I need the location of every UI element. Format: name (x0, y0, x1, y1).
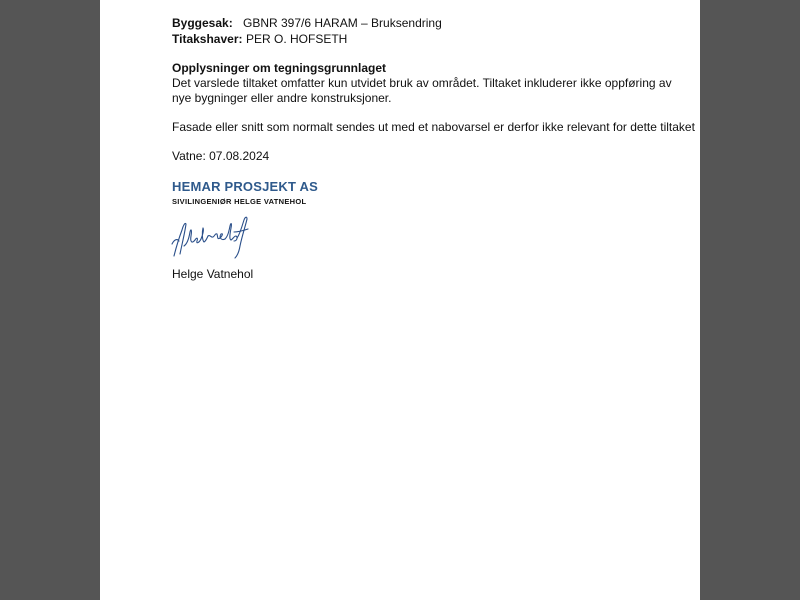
section-heading: Opplysninger om tegningsgrunnlaget (172, 61, 387, 75)
company-name: HEMAR PROSJEKT AS (172, 179, 318, 194)
applicant-value: PER O. HOFSETH (246, 32, 348, 46)
applicant-label: Titakshaver: (172, 32, 243, 46)
document-page (100, 0, 700, 600)
case-label: Byggesak: (172, 16, 233, 30)
signature-image (170, 210, 254, 262)
signatory-name: Helge Vatnehol (172, 267, 254, 281)
paragraph-2: Fasade eller snitt som normalt sendes ut med et nabovarsel er derfor ikke relevant for dette tiltaket (172, 120, 695, 134)
case-value: GBNR 397/6 HARAM – Bruksendring (243, 16, 442, 30)
paragraph-1-line-2: nye bygninger eller andre konstruksjoner. (172, 91, 392, 105)
place-date: Vatne: 07.08.2024 (172, 149, 270, 163)
company-subtitle: SIVILINGENIØR HELGE VATNEHOL (172, 197, 307, 206)
paragraph-1-line-1: Det varslede tiltaket omfatter kun utvidet bruk av området. Tiltaket inkluderer ikke oppføring av (172, 76, 672, 90)
